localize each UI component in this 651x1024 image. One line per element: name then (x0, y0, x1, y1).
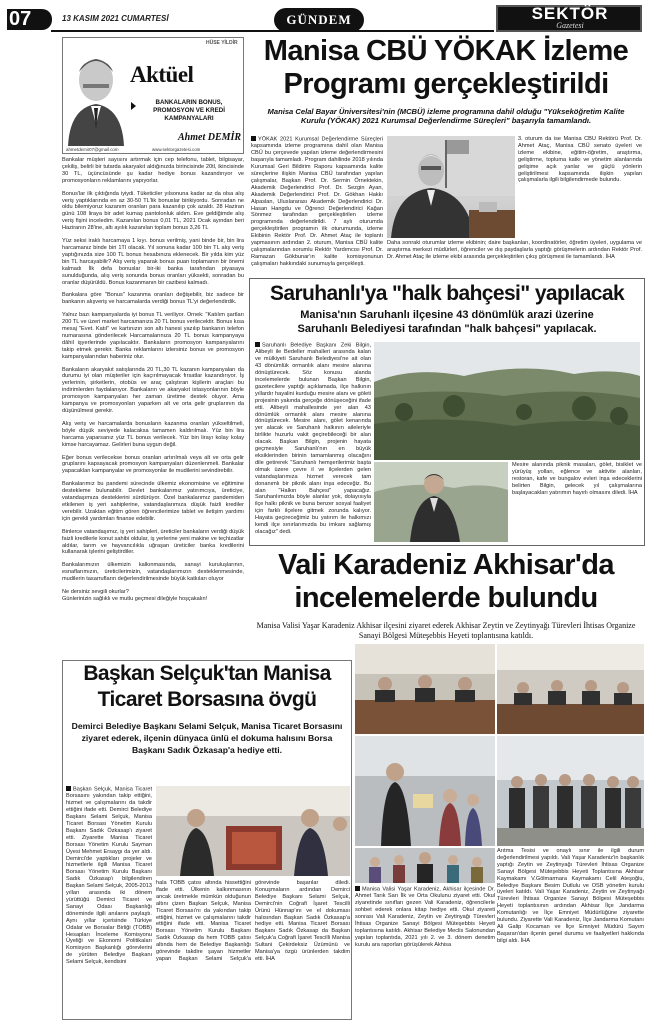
article3-photo-meeting-2 (497, 644, 644, 734)
article4-photo (156, 786, 350, 876)
article1-headline-1: Manisa CBÜ YÖKAK İzleme (263, 35, 629, 67)
article1-body-3: Daha sonraki oturumlar izleme ekibinin; daire başkanları, koordinatörler, öğretim üyeleri, uygulama ve araştırma merkezi müdürleri, öğrenciler ve dış paydaşlarla yaptığı görüşmelerin ardından Rektör Prof. Dr. Ahmet Ataç ile izleme ekibi arasında gerçekleştirilen çıkış görüşmesi ile tamamlandı. İHA (387, 240, 642, 260)
page-number: 07 (9, 8, 32, 30)
column-paragraph: Bonus'lar ilk çıktığında iyiydi. Tüketiciler yılsonuna kadar az da olsa alış veriş yaptıklarında en az 30-50 TL'lik bonuslar birikiyordu. Sonradan ne oldu bilemiyoruz kazanım oranları para kazanılıp çok azaldı. 28 Haziran günü 108 liraya bir adet kumaş pantolonluk aldım. Eve geldiğimde alış veriş fişini inceledim. Kazanılan bonus 0,01 TL, 2021 Ocak ayından beri Haziranın 28'ine, altı ayılık kazanılan toplam bonus 3,26 TL (62, 190, 244, 232)
column-paragraph: Alış veriş ve harcamalarda bonusların kazanma oranları yükseltilmeli, böyle düşük seviyede kalacaksa tamamen kaldırılmalı. Yüz bin lira harcama yaparsanız yüz TL bonus verilecek. Yüz bin lirayı kolay kolay kimse harcayamaz. Gelirleri buna uygun değil. (62, 420, 244, 448)
article4-headline-1: Başkan Selçuk'tan Manisa (83, 662, 331, 685)
column-paragraph: Bankalar müşteri sayısını artırmak için cep telefonu, tablet, bilgisayar, çekiliş, belirli bir tutarda akaryakıt aldığınızda birincisinde 20tl, ikincisinde 30 TL, üçüncüsünde şu kadar hediye bonus kazandırıyor ve promosyonların reklamlarını yapıyorlar. (62, 157, 244, 184)
column-web: www.sektorgazetesi.com (152, 147, 201, 152)
column-top-label: HÜSE YİLDİR (206, 40, 238, 46)
article3-headline-2: incelemelerde bulundu (294, 582, 598, 614)
article2-subheadline-2: Saruhanlı Belediyesi tarafından "halk bahçesi" yapılacak. (297, 323, 597, 335)
article2-headline: Saruhanlı'ya "halk bahçesi" yapılacak (269, 282, 625, 305)
article3-photo-group (497, 736, 644, 846)
article2-body: Saruhanlı Belediye Başkanı Zeki Bilgin, Alibeyli ile Bedeller mahalleri arasında kalan ve mülkiyeti Saruhanlı Belediyesi'ne ait olan 43 dönümlük ormanlık alanı mesire alanına dönüştürecek. Söz konusu alanda incelemelerde bulunan Başkan Bilgin, gazetecilere yaptığı açıklamada, ilçe halkının yıllardır hayalini kurduğu mesire alanı ve göleti projesinin yakında gerçeğe dönüşeceğini ifade etti. Alibeyli mahallesinde yer alan 43 dönümlük ormanlık alanı mesire alanına dönüştürecek. Mesire alanı, gölet kenarında yer alacak ve Saruhanlı halkının aileleriyle birlikte huzurlu vakit geçirebileceği bir alan olacak. Başkan Bilgin, projenin hayata geçmesiyle Saruhanlı'nın en büyük eksiklerinden birinin tamamlanmış olacağını dile getirerek "Saruhanlı hemşerilerimiz başta olmak üzere çevre il ve ilçelerden gelen vatandaşlarımıza hizmet verecek tam donanımlı bir piknik alanı inşa edeceğiz. Bu alan "Halkın Bahçesi" yapacağız. Saruhanlımızda böyle alanlar yok, dolayısıyla ilçe halkı piknik ve buna benzer sosyal faaliyet için farklı ilçelere gitmek zorunda kalıyor. Hayata geçireceğimiz bu yatırım ile halkımızı kendi ilçe sınırlarımızda bu imkanı sağlamış olacağız" dedi. (255, 342, 371, 540)
article4-body-2: hala TOBB çatısı altında hissettiğini ifade etti. Ülkenin kalkınmasının ancak üretmekle mümkün olduğunun altını çizen Başkan Selçuk, Manisa Ticaret Borsası'nı da yakından takip ettiğini, hizmet ve çalışmalarını takdir ettiğini ifade etti. Manisa Ticaret Borsası Yönetim Kurulu Başkanı Sadık Özkasap da hem TOBB çatısı altında hem de Belediye Başkanlığı görevinde takdire şayan hizmetler yapan Başkan Selami Selçuk'a görevinde başarılar diledi. Konuşmaların ardından Demirci Belediye Başkanı Selami Selçuk, Demirci'nin Coğrafi İşaret Tescilli Ürünü Hünnap'ını ve el dokuması halısından Başkan Sadık Özkasap'a hediye etti. Manisa Ticaret Borsası Başkanı Sadık Özkasap da Başkan Selçuk'a Coğrafi İşaret Tescilli Manisa Sultani Çekirdeksiz Üzümünü ve Manisa'ya özgü ürünlerden takdim etti. İHA (156, 880, 350, 962)
column-paragraph: Binlerce vatandaşımız, iş yeri sahipleri, üreticiler bankaların verdiği düşük faizli kredilerle konut sahibi oldular, iş yerlerine yeni makine ve teçhizatlar aldılar, tarım ve hayvancılıkla uğraşan üreticiler banka kredilerini kullanarak işlerini geliştirdiler. (62, 528, 244, 556)
column-paragraph: Yüz seksi iraklı harcamaya 1 kıyı. bonus verilmiş, yani binde bir, bin lira harcamanız binde biri 1Tl olacak. Yıl sonuna kadar 100 bin TL alış veriş yaptığınızda size 100 TL bonus hesabınıza eklenecek. Bir yılda kim yüz bin TL harcayabilir? Alış veriş yaparak bonus puan toplamanın bir önemi kalmadı İlk defa bonuslar bir-iki banka tarafından piyasaya sunulduğunda, alış veriş sonunda bonus oranları yüksekti, sonradan bu oranlar düşürüldü. Bonus kazanmanın bir cazibesi kalmadı. (62, 238, 244, 286)
column-paragraph: Bankalarımızın ülkemizin kalkınmasında, sanayi kuruluşlarının, esnaflarımızın, üreticilerimizin, vatandaşlarımızın desteklenmesinde, mudilerin tasarrufların değerlendirilmesinde büyük katkıları oluyor (62, 562, 244, 583)
column-paragraph: Yalnız bazı kampanyalarda iyi bonus TL veriliyor. Örnek: "Katılım şartları 200 TL ve üzeri market harcamanıza 20 TL bonus verilecektir. Bonus kısa mesaj "Evet. Katıl" ve kartınızın son altı hanesi yazılıp bankanın telefon numarasına gönderilecek Harcamalarınıza 20 TL bonus kampanyaya dâhil işyerlerinde yapılacaktır. Bankaların promosyon kampanyalarını takip etmek gerekir. Banka reklamlarını izlersiniz bonus ve promosyon kampanyalarından haberiniz olur. (62, 312, 244, 360)
header-rule (51, 30, 494, 32)
column-paragraph: Eğer bonus verilecekse bonus oranları artırılmalı veya alt ve orta gelir gruplarını kapsayacak promosyon kampanyaları düzenlenmeli. Bankalar yapacakları kampanyalar ve promosyonlar ile mudilerini sevindirebilir. (62, 454, 244, 475)
logo-subtext: Gazetesi (556, 21, 584, 30)
article1-headline-2: Programı gerçekleştirildi (283, 68, 609, 100)
article3-caption: Manisa Valisi Yaşar Karadeniz, Akhisar ilçesinde Dr. Ahmet Tarık Sarı İlk ve Orta Okulunu ziyaret etti. Okul ziyaretinde sınıfları gezen Vali Karadeniz, öğrencilerle sohbet ederek onlara kitap hediye etti. Okul ziyareti sonrası Vali Karadeniz, Zeytin ve Zeytinyağı Türevleri İhtisas Organize Sanayi Bölgesi Müteşebbis Heyeti toplantısına katıldı. Akhisar Belediye Meclis Salonundan yapılan toplantıda, 2021 yılı 2. ve 3. dönem denetim kurulu ara raporları görüşülerek Akhisa (355, 886, 495, 1018)
column-paragraph: Bankaların akaryakıt satışlarında 20 TL,30 TL kazanın kampanyaları da durumu iyi olan müşteriler için kaçırılmayacak fırsatlar kazandırıyor. İş yerlerinin, şirketlerin, otobüs ve araç çalıştıran kişilerin araçları bu indirimlerden faydalanıyor. Bankaların ve akaryakıt istasyonlarının böyle promosyon kampanyaları her zaman üretime destek oluyor. Ama kampanya ve promosyonları yaparken alt ve orta gelir gruplarının da düşünülmesi gerekir. (62, 366, 244, 414)
column-author: Ahmet DEMİR (178, 132, 242, 143)
article3-headline-1: Vali Karadeniz Akhisar'da (278, 549, 614, 581)
column-paragraph: Ne dersiniz sevgili okurlar? Günlerinizin sağlıklı ve mutlu geçmesi dileğiyle hoşçakalın! (62, 589, 208, 602)
article3-photo-school (355, 736, 495, 846)
article4-headline-2: Ticaret Borsasına övgü (97, 688, 317, 711)
column-paragraph: Bankalarımız bu pandemi sürecinde ülkemiz ekonomisine ve eğitimine destekleme bulunabilir. Devlet bankalarımız yatırımcıya, üreticiye, vatandaşımıza desteklerini sürdürüyor. Özel bankalarımız pandemiden etkilenen iş yeri sahiplerine, vatandaşlarımıza düşük faizli krediler verebilir. Uzaktan eğitim gören öğrencilerimize tablet ve iletişim yardımı için gerekli yardımları finanse edebilir. (62, 481, 244, 522)
logo-text: SEKTÖR (531, 4, 609, 23)
article3-photo-students (355, 848, 495, 883)
article3-photo-meeting (355, 644, 495, 734)
article3-lead: Manisa Valisi Yaşar Karadeniz Akhisar ilçesini ziyaret ederek Akhisar Zeytin ve Zeytinyağı Türevleri İhtisas Organize Sanayi Bölgesi Müteşebbis Heyeti toplantısına katıldı. (256, 621, 636, 640)
article4-body-1: Başkan Selçuk, Manisa Ticaret Borsasını yakından takip ettiğini, hizmet ve çalışmalarını da takdir ettiğini ifade etti. Demirci Belediye Başkanı Selami Selçuk, Manisa Ticaret Borsası Yönetim Kurulu Başkanı Sadık Özkasap'ı ziyaret etti. Ziyarette Manisa Ticaret Borsası Yönetim Kurulu Sayman Üyesi Mehmet Ersaygı da yer aldı. Demirci'de yaptıkları projeler ve hizmetlerle ilgili Manisa Ticaret Borsası Yönetim Kurulu Başkanı Sadık Özkasap'ı bilgilendiren Başkan Selami Selçuk, 2005-2013 yılları arasında iki dönem yürüttüğü Demirci Ticaret ve Sanayi Odası Başkanlığı döneminde ilgili anılarını paylaştı. Aynı yıllar içerisinde Türkiye Odalar ve Borsalar Birliği (TOBB) Hesapları İnceleme Komisyonu Üyeliği ve Ekonomi Politikaları Komisyon Başkanlığı görevlerini de yürüten Belediye Başkanı Selami Selçuk, kendisini (66, 786, 152, 1016)
article1-body-2: 3. oturum da ise Manisa CBÜ Rektörü Prof. Dr. Ahmet Ataç, Manisa CBÜ senato üyeleri ve izleme ekibine, eğitim-öğretim, araştırma, geliştirme, topluma katkı ve yönetim alanlarında gelişime açık yanlar ve güçlü yönlerin geliştirilmesi kapsamında ilişkin yapılan çalışmalarla ilgili bilgilendirmede bulundu. (518, 136, 642, 184)
author-photo (66, 46, 124, 146)
column-paragraph: Bankalara göre "Bonus" kazanma oranları değişebilir, biz sadece bir bankanın alışveriş ve harcamalarda verdiği bonus TL'yi değerlendirdik. (62, 292, 244, 306)
article1-lead: Manisa Celal Bayar Üniversitesi'nin (MCBÜ) izleme programına dahil olduğu "Yükseköğretim Kalite Kurulu (YÖKAK) 2021 Kurumsal Değerlendirme Süreçleri" başarıyla tamamlandı. (267, 107, 625, 126)
page-header (0, 0, 651, 34)
column-title: Aktüel (130, 62, 194, 87)
column-subtitle: BANKALARIN BONUS, PROMOSYON VE KREDİ KAMPANYALARI (153, 99, 225, 122)
column-subtitle-arrow (131, 102, 136, 110)
article4-subheadline: Demirci Belediye Başkanı Selami Selçuk, Manisa Ticaret Borsasını ziyaret ederek, ilçenin dünyaca ünlü el dokuma halısını Borsa Başkanı Sadık Özkasap'a hediye etti. (71, 721, 343, 755)
article2-photo-landscape (374, 342, 640, 460)
article2-body-right: Mesire alanında piknik masaları, gölet, bisiklet ve yürüyüş yolları, eğlence ve aktivite alanları, restoran, kafe ve bungalov evleri inşa edeceklerini belirten Bilgin, gelecek yıl çalışmalarına başlayacakları yatırımın hayırlı olmasını diledi. İHA (512, 462, 642, 496)
article2-subheadline-1: Manisa'nın Saruhanlı ilçesine 43 dönümlük arazi üzerine (300, 309, 594, 321)
article3-body-right: Arıtma Tesisi ve onaylı sınır ile ilgili durum değerlendirilmesi yapıldı. Vali Yaşar Karadeniz'in başkanlık yaptığı Zeytin ve Zeytinyağı Türevleri İhtisas Organize Sanayi Bölgesi Müteşebbis Heyeti Toplantısına Akhisar Kaymakamı V.Gölmarmara Kaymakamı Celil Ateşoğlu, Belediye Başkanı Besim Dutlulu ve OSB yönetim kurulu üyeleri katıldı. Vali Yaşar Karadeniz, Zeytin ve Zeytinyağı Türevleri İhtisas Organize Sanayi Bölgesi Müteşebbis Heyeti toplantısının ardından Akhisar İlçe Jandarma Komutanlığı ve İlçe Emniyet Müdürlüğüne ziyarette bulundu. Ziyarette Vali Karadeniz, İlçe Jandarma Komutanı Ali Galip Kocaman ve İlçe Emniyet Müdürü Sayım Başaran'dan ilçenin genel durumu ve faaliyetleri hakkında bilgi aldı. İHA (497, 848, 644, 944)
date-day: 13 KASIM 2021 CUMARTESİ (62, 14, 169, 23)
article1-body-1: YÖKAK 2021 Kurumsal Değerlendirme Süreçleri kapsamında izleme programına dahil olan Manisa CBÜ bu çerçevede yapılan izleme değerlendirmesini başarıyla tamamladı. Program dahilinde 2018 yılında Kurumsal Geri Bildirim Raporu kapsamında kalite süreçlerine ilişkin Manisa CBÜ tarafından yapılan çalışmalar, Başkan Prof. Dr. Sermin Örnektekin, Akademik Değerlendirici Prof. Dr. Sezgin Ayan, Akademik Değerlendirici Prof. Dr. Gökhan Hakkı Alpaslan, Uluslararası Akademik Değerlendirici Dr. Hasan Hangdu ve Öğrenci Değerlendirici Kağan Sönmez tarafından gerçekleştirilen izleme programında değerlendirildi. 7 aylı oturumda gerçekleştirilen programın ilk oturumunda, izleme Ekibinin Rektör Prof. Dr. Ahmet Ataç ile toplantı yapmasının ardından 2. oturum, Manisa CBÜ kalite çalışmalarından sorumlu Rektör Yardımcısı Prof. Dr. Ramazan Gökbunar'ın kalite komisyonunun çalışmaları hakkındaki sunumuyla gerçekleşti. (251, 136, 383, 266)
section-name: GÜNDEM (286, 12, 352, 27)
column-email: ahmetdemir07@gmail.com (66, 147, 119, 152)
article1-photo (387, 136, 515, 238)
article2-photo-mayor (374, 462, 508, 542)
